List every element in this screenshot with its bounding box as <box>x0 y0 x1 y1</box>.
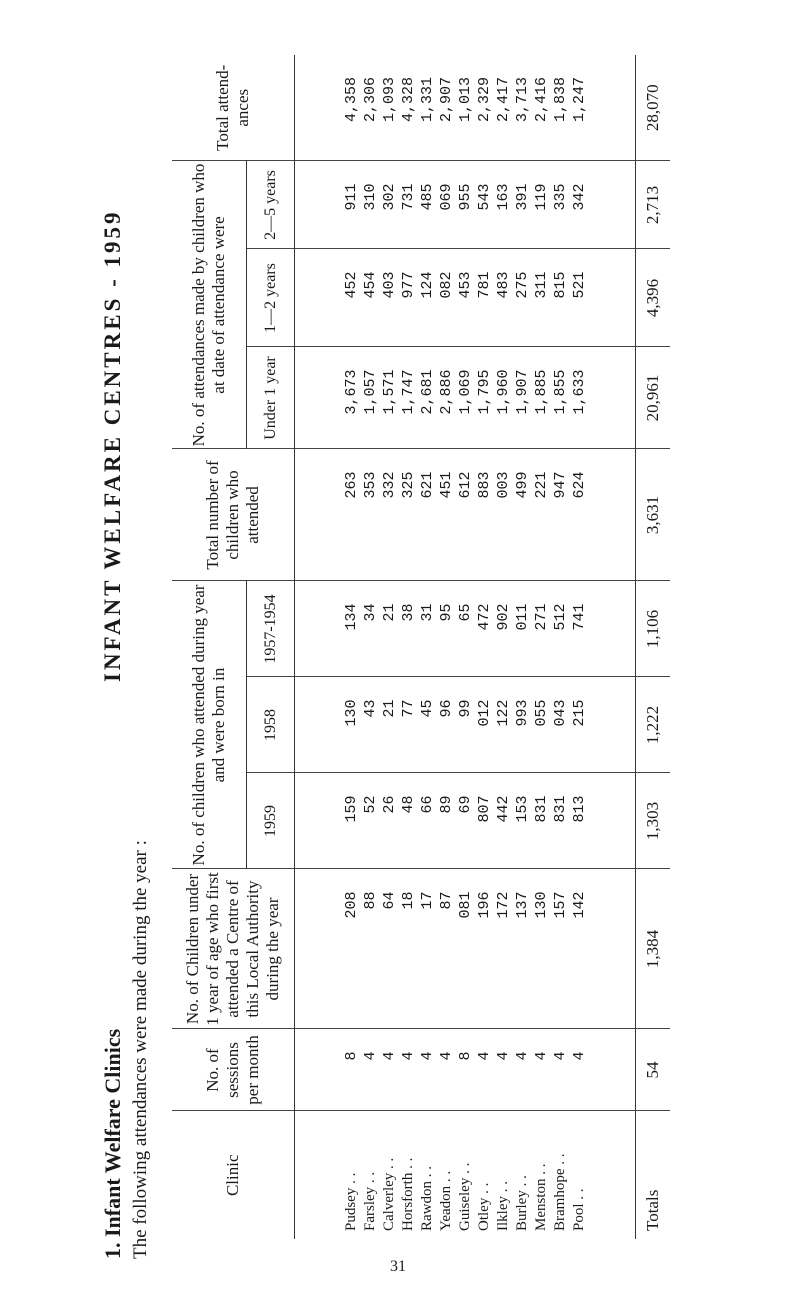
table-cell: 69 <box>456 795 474 814</box>
table-cell: 1,069 <box>456 369 474 415</box>
table-cell: 4 <box>475 1051 493 1061</box>
table-cell: 2,681 <box>418 369 436 415</box>
table-cell: 38 <box>399 603 417 622</box>
header-att-2-5: 2—5 years <box>247 161 295 249</box>
clinic-name: Pool . . <box>570 1188 587 1231</box>
clinic-name: Yeadon . . <box>437 1170 454 1231</box>
total-att-column <box>295 55 636 161</box>
table-cell: 813 <box>570 795 588 823</box>
table-cell: 391 <box>513 183 531 211</box>
table-cell: 99 <box>456 699 474 718</box>
header-clinic: Clinic <box>172 1111 295 1239</box>
table-cell: 21 <box>380 603 398 622</box>
clinic-name: Calverley . . <box>380 1157 397 1231</box>
table-cell: 157 <box>551 891 569 919</box>
table-cell: 95 <box>437 603 455 622</box>
table-cell: 472 <box>475 603 493 631</box>
table-cell: 4 <box>380 1051 398 1061</box>
table-cell: 055 <box>532 699 550 727</box>
table-cell: 4 <box>494 1051 512 1061</box>
table-cell: 8 <box>342 1051 360 1061</box>
table-cell: 543 <box>475 183 493 211</box>
clinic-name: Farsley . . <box>361 1171 378 1231</box>
table-cell: 122 <box>494 699 512 727</box>
table-cell: 65 <box>456 603 474 622</box>
header-att-under1: Under 1 year <box>247 347 295 449</box>
header-under1-first: No. of Children under 1 year of age who first attended a Centre of this Local Authority during the year <box>172 869 295 1029</box>
att-under1-column <box>295 347 636 449</box>
clinic-name: Ilkley . . <box>494 1181 511 1231</box>
table-cell: 130 <box>532 891 550 919</box>
table-cell: 45 <box>418 699 436 718</box>
table-cell: 911 <box>342 183 360 211</box>
table-cell: 1,571 <box>380 369 398 415</box>
table-cell: 4 <box>399 1051 417 1061</box>
table-cell: 1,855 <box>551 369 569 415</box>
born-1959-column <box>295 773 636 869</box>
table-cell: 621 <box>418 471 436 499</box>
totals-att-2-5: 2,713 <box>636 161 671 249</box>
born-1958-column <box>295 677 636 773</box>
table-cell: 1,907 <box>513 369 531 415</box>
clinic-name: Guiseley . . <box>456 1162 473 1231</box>
table-cell: 1,747 <box>399 369 417 415</box>
totals-born-1957: 1,106 <box>636 581 671 677</box>
born-1957-column <box>295 581 636 677</box>
table-cell: 208 <box>342 891 360 919</box>
header-born-1959: 1959 <box>247 773 295 869</box>
table-cell: 4 <box>532 1051 550 1061</box>
table-cell: 624 <box>570 471 588 499</box>
table-cell: 1,633 <box>570 369 588 415</box>
table-cell: 485 <box>418 183 436 211</box>
table-cell: 130 <box>342 699 360 727</box>
table-cell: 21 <box>380 699 398 718</box>
table-cell: 483 <box>494 271 512 299</box>
clinic-name: Horsforth . . <box>399 1157 416 1231</box>
table-cell: 012 <box>475 699 493 727</box>
table-cell: 3,673 <box>342 369 360 415</box>
table-cell: 142 <box>570 891 588 919</box>
table-cell: 137 <box>513 891 531 919</box>
table-cell: 955 <box>456 183 474 211</box>
table-cell: 2,417 <box>494 76 512 122</box>
intro-text: The following attendances were made during the year : <box>130 840 151 1259</box>
table-cell: 2,886 <box>437 369 455 415</box>
header-att-1-2: 1—2 years <box>247 249 295 347</box>
table-cell: 1,885 <box>532 369 550 415</box>
table-cell: 311 <box>532 271 550 299</box>
table-cell: 2,416 <box>532 76 550 122</box>
table-cell: 1,795 <box>475 369 493 415</box>
table-cell: 902 <box>494 603 512 631</box>
table-cell: 64 <box>380 891 398 910</box>
table-cell: 883 <box>475 471 493 499</box>
table-cell: 263 <box>342 471 360 499</box>
table-cell: 1,331 <box>418 76 436 122</box>
clinic-name: Burley . . <box>513 1175 530 1231</box>
header-born-1957: 1957-1954 <box>247 581 295 677</box>
totals-under1: 1,384 <box>636 869 671 1029</box>
table-cell: 66 <box>418 795 436 814</box>
totals-label: Totals <box>636 1111 671 1239</box>
table-cell: 977 <box>399 271 417 299</box>
clinic-name: Menston . . <box>532 1163 549 1231</box>
under1-column <box>295 869 636 1029</box>
table-cell: 31 <box>418 603 436 622</box>
sessions-column <box>295 1029 636 1111</box>
table-cell: 87 <box>437 891 455 910</box>
table-cell: 741 <box>570 603 588 631</box>
table-cell: 512 <box>551 603 569 631</box>
header-total-attendances: Total attend-ances <box>172 55 295 161</box>
header-sessions: No. of sessions per month <box>172 1029 295 1111</box>
table-cell: 34 <box>361 603 379 622</box>
table-cell: 403 <box>380 271 398 299</box>
attendance-table <box>172 55 670 1239</box>
table-cell: 271 <box>532 603 550 631</box>
table-cell: 499 <box>513 471 531 499</box>
table-cell: 1,013 <box>456 76 474 122</box>
totals-att-1-2: 4,396 <box>636 249 671 347</box>
table-cell: 831 <box>532 795 550 823</box>
table-cell: 159 <box>342 795 360 823</box>
table-cell: 4 <box>551 1051 569 1061</box>
table-cell: 011 <box>513 603 531 631</box>
table-cell: 8 <box>456 1051 474 1061</box>
table-cell: 453 <box>456 271 474 299</box>
table-cell: 96 <box>437 699 455 718</box>
table-cell: 4 <box>570 1051 588 1061</box>
table-cell: 2,329 <box>475 76 493 122</box>
table-cell: 1,960 <box>494 369 512 415</box>
totals-att-under1: 20,961 <box>636 347 671 449</box>
table-cell: 003 <box>494 471 512 499</box>
table-cell: 781 <box>475 271 493 299</box>
att-1-2-column <box>295 249 636 347</box>
table-cell: 807 <box>475 795 493 823</box>
clinic-name: Pudsey . . <box>342 1172 359 1231</box>
table-cell: 153 <box>513 795 531 823</box>
table-cell: 43 <box>361 699 379 718</box>
table-cell: 196 <box>475 891 493 919</box>
table-cell: 4 <box>437 1051 455 1061</box>
table-cell: 442 <box>494 795 512 823</box>
table-cell: 332 <box>380 471 398 499</box>
table-cell: 451 <box>437 471 455 499</box>
table-cell: 335 <box>551 183 569 211</box>
page-number: 31 <box>390 1258 406 1275</box>
totals-sessions: 54 <box>636 1029 671 1111</box>
table-cell: 1,093 <box>380 76 398 122</box>
table-cell: 4 <box>513 1051 531 1061</box>
table-cell: 353 <box>361 471 379 499</box>
totals-attendances: 28,070 <box>636 55 671 161</box>
table-cell: 4,358 <box>342 76 360 122</box>
table-cell: 26 <box>380 795 398 814</box>
table-cell: 3,713 <box>513 76 531 122</box>
table-cell: 454 <box>361 271 379 299</box>
table-cell: 163 <box>494 183 512 211</box>
table-cell: 48 <box>399 795 417 814</box>
table-cell: 172 <box>494 891 512 919</box>
table-cell: 4,328 <box>399 76 417 122</box>
table-cell: 88 <box>361 891 379 910</box>
totals-born-1958: 1,222 <box>636 677 671 773</box>
clinic-name: Otley . . <box>475 1182 492 1231</box>
table-cell: 043 <box>551 699 569 727</box>
table-cell: 452 <box>342 271 360 299</box>
table-cell: 069 <box>437 183 455 211</box>
table-cell: 342 <box>570 183 588 211</box>
table-cell: 993 <box>513 699 531 727</box>
header-born-group: No. of children who attended during year and were born in <box>172 581 247 869</box>
total-children-column <box>295 449 636 581</box>
table-cell: 1,247 <box>570 76 588 122</box>
table-cell: 77 <box>399 699 417 718</box>
table-cell: 18 <box>399 891 417 910</box>
table-cell: 310 <box>361 183 379 211</box>
table-cell: 275 <box>513 271 531 299</box>
table-cell: 1,057 <box>361 369 379 415</box>
table-cell: 612 <box>456 471 474 499</box>
clinic-column <box>295 1111 636 1239</box>
table-cell: 831 <box>551 795 569 823</box>
clinic-name: Rawdon . . <box>418 1166 435 1231</box>
table-cell: 221 <box>532 471 550 499</box>
header-attend-group: No. of attendances made by children who at date of attendance were <box>172 161 247 449</box>
header-total-children: Total number of children who attended <box>172 449 295 581</box>
table-cell: 1,838 <box>551 76 569 122</box>
totals-children: 3,631 <box>636 449 671 581</box>
table-cell: 17 <box>418 891 436 910</box>
table-cell: 081 <box>456 891 474 919</box>
table-cell: 4 <box>418 1051 436 1061</box>
page-title: INFANT WELFARE CENTRES - 1959 <box>100 209 125 682</box>
table-cell: 082 <box>437 271 455 299</box>
table-cell: 4 <box>361 1051 379 1061</box>
table-cell: 947 <box>551 471 569 499</box>
table-cell: 731 <box>399 183 417 211</box>
table-cell: 124 <box>418 271 436 299</box>
clinic-name: Bramhope . . <box>551 1153 568 1231</box>
totals-born-1959: 1,303 <box>636 773 671 869</box>
header-born-1958: 1958 <box>247 677 295 773</box>
table-cell: 521 <box>570 271 588 299</box>
table-cell: 302 <box>380 183 398 211</box>
table-cell: 2,907 <box>437 76 455 122</box>
table-cell: 52 <box>361 795 379 814</box>
table-cell: 134 <box>342 603 360 631</box>
section-heading: 1. Infant Welfare Clinics <box>100 1028 125 1259</box>
att-2-5-column <box>295 161 636 249</box>
table-cell: 815 <box>551 271 569 299</box>
table-cell: 89 <box>437 795 455 814</box>
table-cell: 325 <box>399 471 417 499</box>
table-cell: 119 <box>532 183 550 211</box>
table-cell: 215 <box>570 699 588 727</box>
table-cell: 2,306 <box>361 76 379 122</box>
